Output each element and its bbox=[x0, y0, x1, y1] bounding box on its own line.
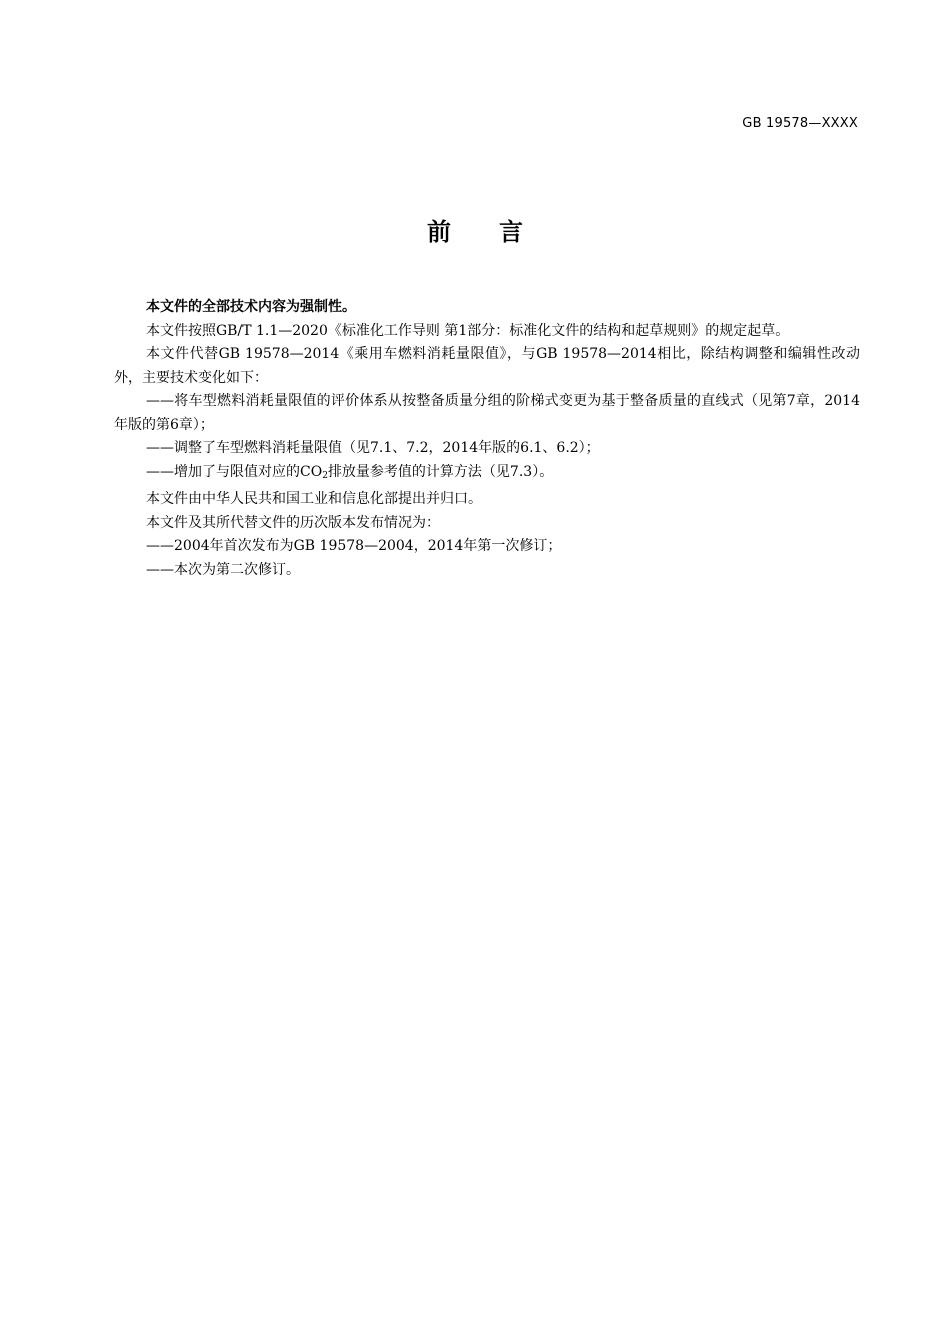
list-item-history-2: ——本次为第二次修订。 bbox=[146, 561, 300, 578]
co2-subscript: 2 bbox=[322, 470, 328, 481]
list-item-change-3 bbox=[114, 461, 860, 489]
paragraph-history-intro: 本文件及其所代替文件的历次版本发布情况为： bbox=[146, 514, 440, 531]
change-3-text-start: ——增加了与限值对应的CO bbox=[146, 463, 323, 480]
list-item-change-1: ——将车型燃料消耗量限值的评价体系从按整备质量分组的阶梯式变更为基于整备质量的直线式（见第7章，2014年版的第6章）； bbox=[114, 393, 860, 433]
paragraph-mandatory-statement: 本文件的全部技术内容为强制性。 bbox=[146, 299, 356, 315]
list-item-change-2: ——调整了车型燃料消耗量限值（见7.1、7.2，2014年版的6.1、6.2）； bbox=[146, 440, 600, 456]
page-title: 前言 bbox=[427, 218, 571, 246]
change-3-text-end: 排放量参考值的计算方法（见7.3）。 bbox=[327, 463, 554, 480]
foreword-body bbox=[114, 296, 860, 582]
document-code: GB 19578—XXXX bbox=[742, 116, 858, 131]
list-item-history-1: ——2004年首次发布为GB 19578—2004，2014年第一次修订； bbox=[146, 538, 562, 554]
paragraph-proposer: 本文件由中华人民共和国工业和信息化部提出并归口。 bbox=[146, 491, 482, 507]
paragraph-drafting-rules: 本文件按照GB/T 1.1—2020《标准化工作导则 第1部分：标准化文件的结构和起草规则》的规定起草。 bbox=[146, 322, 790, 339]
paragraph-replacement: 本文件代替GB 19578—2014《乘用车燃料消耗量限值》，与GB 19578—2014相比，除结构调整和编辑性改动外，主要技术变化如下： bbox=[114, 346, 860, 386]
